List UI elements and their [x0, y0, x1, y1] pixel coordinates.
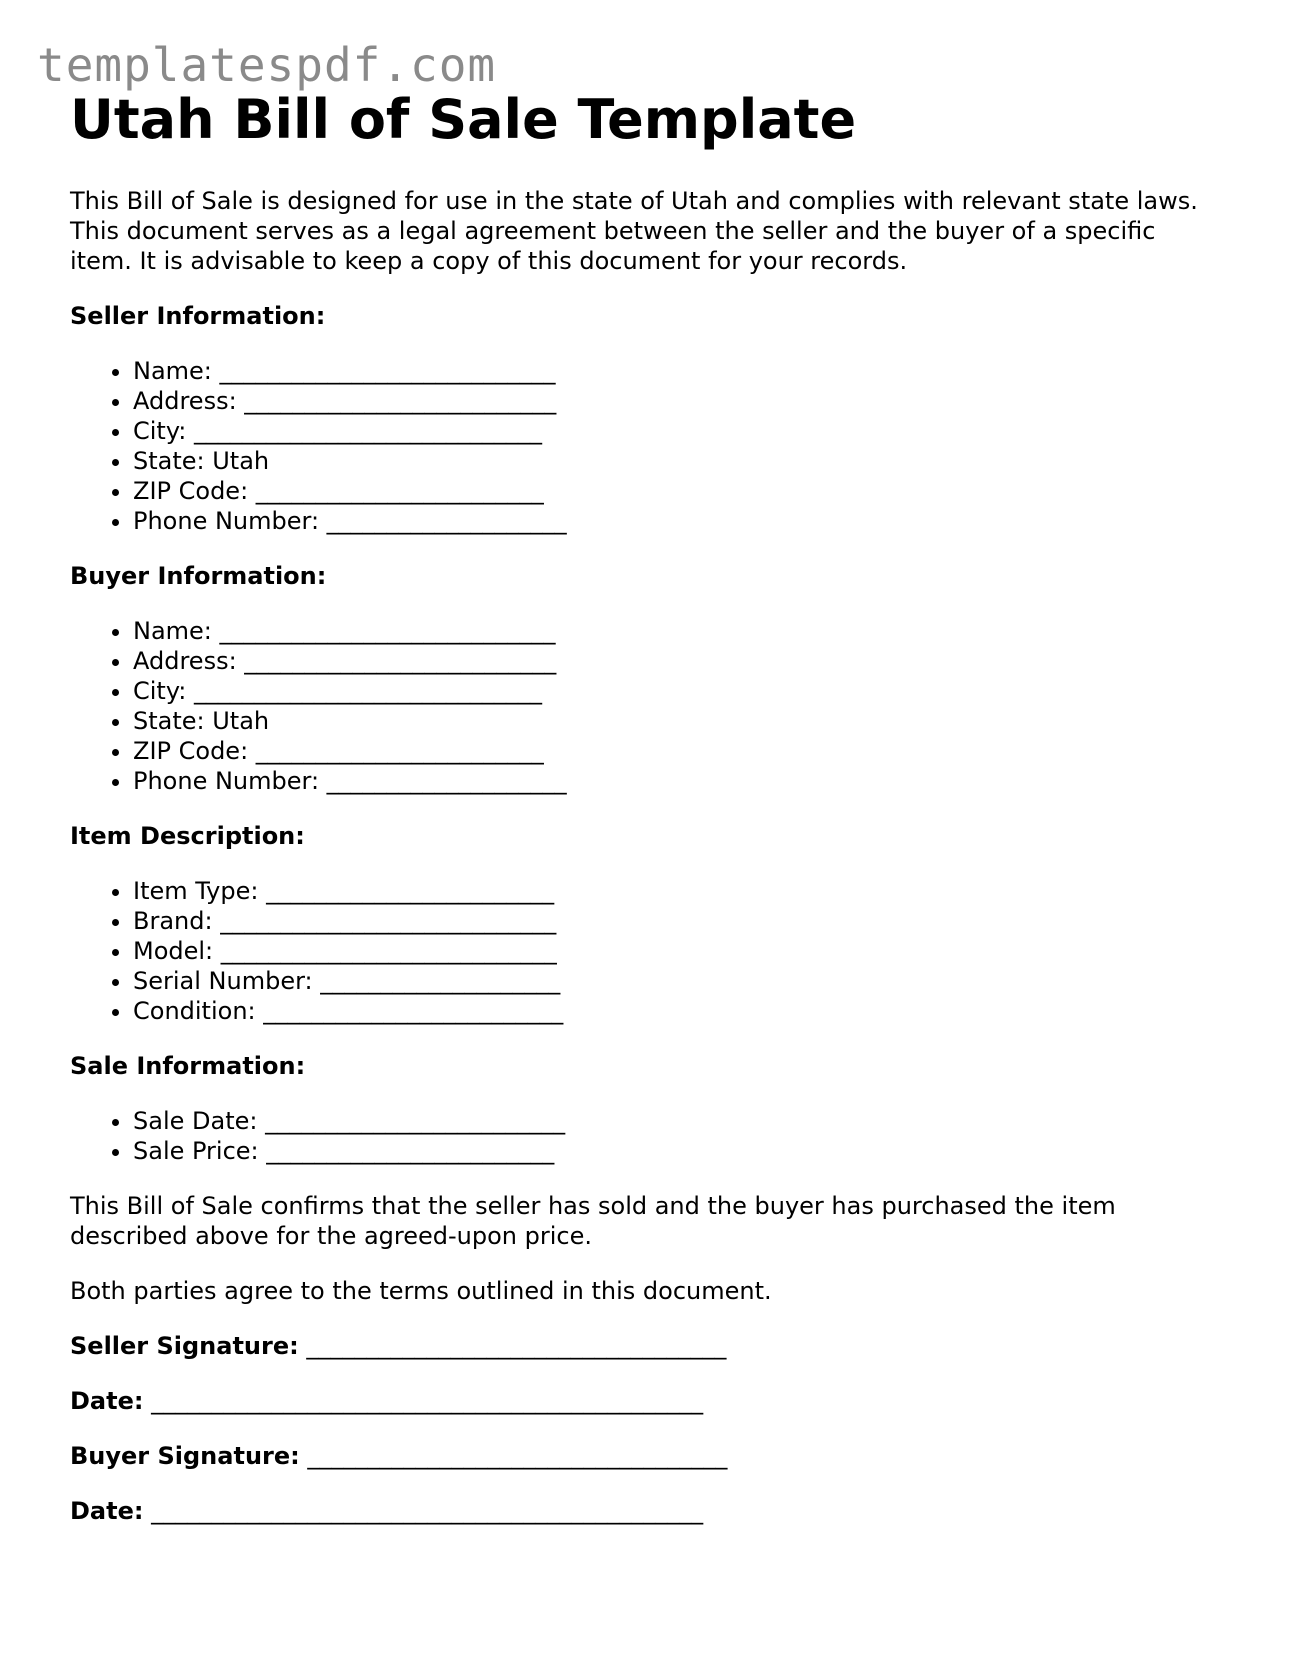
sale-price-field: • Sale Price: ________________________ — [133, 1136, 1220, 1166]
buyer-date-label: Date: — [70, 1497, 144, 1525]
buyer-zip-field: • ZIP Code: ________________________ — [133, 736, 1220, 766]
item-type-field: • Item Type: ________________________ — [133, 876, 1220, 906]
buyer-signature-blank: ___________________________________ — [299, 1442, 728, 1470]
seller-name-field: • Name: ____________________________ — [133, 356, 1220, 386]
seller-phone-field: • Phone Number: ____________________ — [133, 506, 1220, 536]
sale-date-field: • Sale Date: _________________________ — [133, 1106, 1220, 1136]
item-heading: Item Description: — [70, 822, 305, 850]
sale-list — [70, 1106, 1220, 1166]
intro-paragraph: This Bill of Sale is designed for use in the state of Utah and complies with relevant state laws. This document serves as a legal agreement between the seller and the buyer of a specific item. It is advisable to keep a copy of this document for your records. — [70, 187, 1198, 275]
watermark: templatespdf.com — [37, 38, 497, 92]
buyer-name-field: • Name: ____________________________ — [133, 616, 1220, 646]
buyer-signature-line — [70, 1441, 1220, 1471]
buyer-state-field: • State: Utah — [133, 706, 1220, 736]
item-list — [70, 876, 1220, 1026]
buyer-phone-field: • Phone Number: ____________________ — [133, 766, 1220, 796]
seller-signature-line — [70, 1331, 1220, 1361]
item-serial-field: • Serial Number: ____________________ — [133, 966, 1220, 996]
document-title: Utah Bill of Sale Template — [70, 88, 857, 151]
agreement-paragraph: Both parties agree to the terms outlined in this document. — [70, 1277, 772, 1305]
seller-date-blank: ______________________________________________ — [143, 1387, 704, 1415]
sale-heading: Sale Information: — [70, 1052, 306, 1080]
document-page — [70, 84, 1220, 1526]
item-brand-field: • Brand: ____________________________ — [133, 906, 1220, 936]
seller-list — [70, 356, 1220, 536]
buyer-date-blank: ______________________________________________ — [143, 1497, 704, 1525]
item-model-field: • Model: ____________________________ — [133, 936, 1220, 966]
seller-zip-field: • ZIP Code: ________________________ — [133, 476, 1220, 506]
buyer-signature-label: Buyer Signature: — [70, 1442, 300, 1470]
item-condition-field: • Condition: _________________________ — [133, 996, 1220, 1026]
buyer-heading: Buyer Information: — [70, 562, 327, 590]
seller-date-line — [70, 1386, 1220, 1416]
buyer-city-field: • City: _____________________________ — [133, 676, 1220, 706]
seller-signature-blank: ___________________________________ — [298, 1332, 727, 1360]
buyer-date-line — [70, 1496, 1220, 1526]
confirmation-paragraph: This Bill of Sale confirms that the seller has sold and the buyer has purchased the item described above for the agreed-upon price. — [70, 1192, 1116, 1250]
seller-signature-label: Seller Signature: — [70, 1332, 299, 1360]
seller-address-field: • Address: __________________________ — [133, 386, 1220, 416]
seller-date-label: Date: — [70, 1387, 144, 1415]
seller-city-field: • City: _____________________________ — [133, 416, 1220, 446]
buyer-list — [70, 616, 1220, 796]
seller-state-field: • State: Utah — [133, 446, 1220, 476]
seller-heading: Seller Information: — [70, 302, 326, 330]
buyer-address-field: • Address: __________________________ — [133, 646, 1220, 676]
